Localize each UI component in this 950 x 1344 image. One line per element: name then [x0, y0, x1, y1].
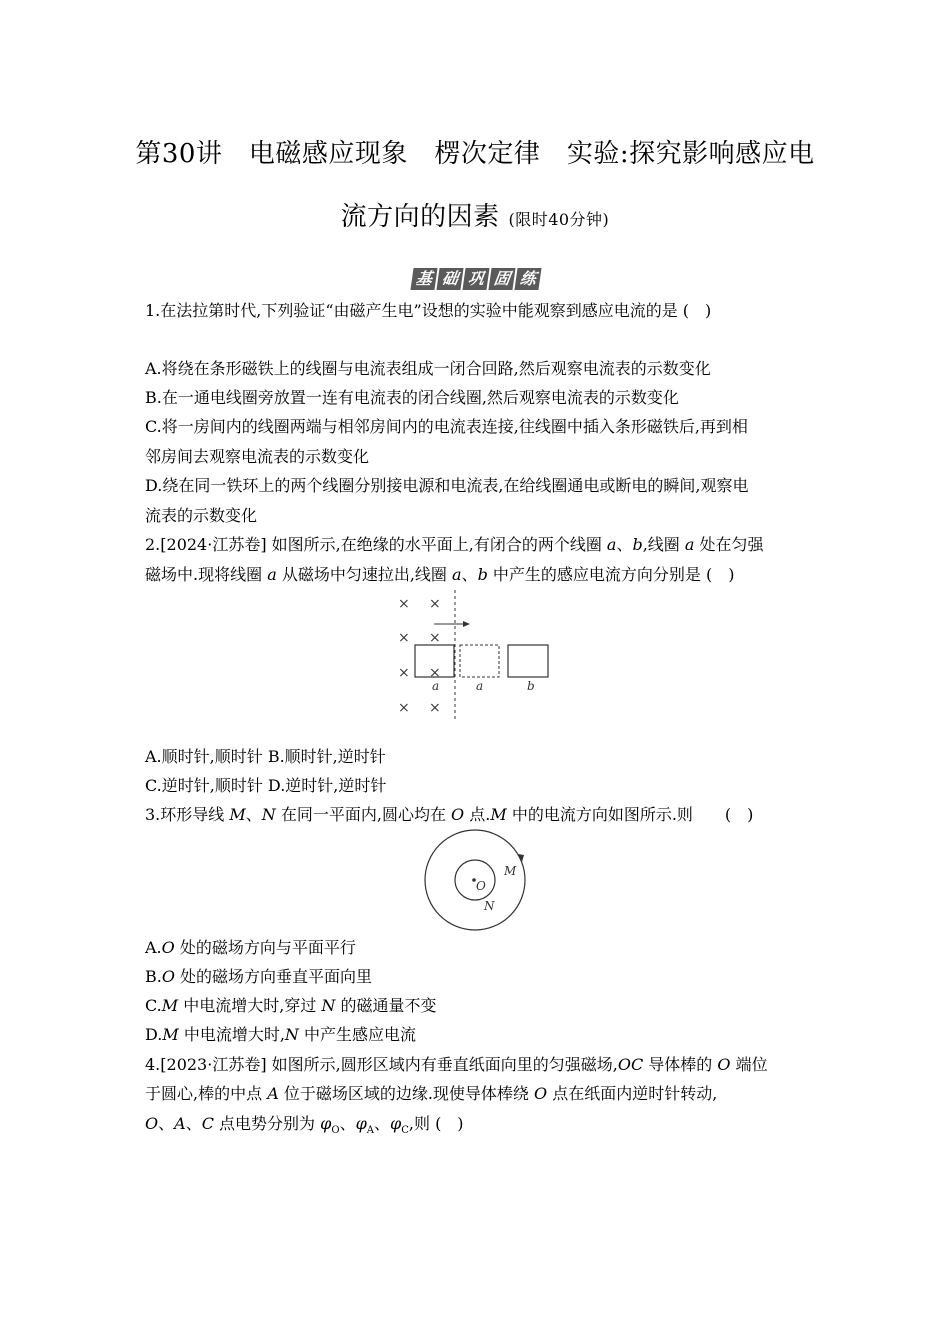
badge-char: 础: [436, 268, 463, 290]
field-cross: ×: [429, 665, 441, 681]
text: C.: [145, 996, 162, 1015]
text: 中电流增大时,: [178, 1025, 285, 1044]
field-cross: ×: [429, 700, 441, 716]
var: φ: [390, 1114, 402, 1133]
text: 点.: [464, 805, 491, 824]
q1-stem: 1.在法拉第时代,下列验证“由磁产生电”设想的实验中能观察到感应电流的是 ( ): [145, 301, 712, 320]
text: 于圆心,棒的中点: [145, 1084, 268, 1103]
text: 端位: [730, 1055, 768, 1074]
text: 从磁场中匀速拉出,线圈: [276, 565, 452, 584]
time-limit: (限时40分钟): [508, 210, 610, 229]
text: 处在匀强: [694, 535, 764, 554]
text: 、: [158, 1114, 175, 1133]
var: a: [606, 535, 617, 554]
text: 、: [616, 535, 633, 554]
text: 中产生的感应电流方向分别是 ( ): [487, 565, 735, 584]
var: φ: [320, 1114, 332, 1133]
text: 导体棒的: [643, 1055, 718, 1074]
text: 、: [245, 805, 262, 824]
var: M: [162, 1025, 179, 1044]
badge-char: 巩: [462, 268, 489, 290]
var: b: [632, 535, 643, 554]
text: 的磁通量不变: [335, 996, 437, 1015]
text: 中产生感应电流: [298, 1025, 417, 1044]
var: N: [261, 805, 276, 824]
field-cross: ×: [398, 630, 410, 646]
var: a: [452, 565, 462, 584]
text: 4.[2023·江苏卷] 如图所示,圆形区域内有垂直纸面向里的匀强磁场,: [145, 1055, 618, 1074]
label-b: b: [527, 679, 535, 693]
label-n: N: [484, 899, 495, 913]
var: O: [145, 1114, 159, 1133]
q3-stem: [145, 805, 753, 825]
text: 、: [185, 1114, 202, 1133]
var: A: [174, 1114, 186, 1133]
field-cross: ×: [398, 700, 410, 716]
text: 磁场中.现将线圈: [145, 565, 268, 584]
page-title-line-1: 第30讲 电磁感应现象 楞次定律 实验:探究影响感应电: [135, 139, 815, 169]
q3-option-c: [145, 996, 437, 1016]
var: A: [267, 1084, 279, 1103]
text: 位于磁场区域的边缘.现使导体棒绕: [278, 1084, 535, 1103]
text: ,则 ( ): [408, 1114, 464, 1133]
subscript: O: [331, 1125, 340, 1137]
text: ,线圈: [642, 535, 685, 554]
field-cross: ×: [398, 665, 410, 681]
badge-char: 练: [514, 268, 541, 290]
coil-b: [508, 645, 548, 677]
label-a: a: [432, 679, 440, 693]
text: A.: [145, 938, 162, 957]
subscript: C: [401, 1125, 409, 1137]
q1-option-c-line1: C.将一房间内的线圈两端与相邻房间内的电流表连接,往线圈中插入条形磁铁后,再到相: [145, 417, 748, 436]
var: a: [267, 565, 277, 584]
text: 处的磁场方向与平面平行: [174, 938, 356, 957]
var: M: [229, 805, 246, 824]
q4-stem-line1: [145, 1055, 768, 1075]
var: OC: [617, 1055, 644, 1074]
field-cross: ×: [429, 596, 441, 612]
var: O: [161, 967, 175, 986]
text: 处的磁场方向垂直平面向里: [174, 967, 373, 986]
var: O: [451, 805, 465, 824]
subscript: A: [366, 1125, 375, 1137]
text: 、: [461, 565, 478, 584]
q3-option-b: [145, 967, 372, 987]
page-title-line-2: [0, 196, 950, 233]
badge-char: 基: [410, 268, 437, 290]
q3-option-d: [145, 1025, 416, 1045]
text: 点在纸面内逆时针转动,: [547, 1084, 718, 1103]
q1-option-d-line1: D.绕在同一铁环上的两个线圈分别接电源和电流表,在给线圈通电或断电的瞬间,观察电: [145, 476, 749, 495]
var: O: [717, 1055, 731, 1074]
text: D.: [145, 1025, 163, 1044]
text: 中电流增大时,穿过: [178, 996, 322, 1015]
label-m: M: [504, 864, 517, 878]
field-cross: ×: [398, 596, 410, 612]
coil-a-moved: [460, 645, 499, 677]
var: φ: [355, 1114, 367, 1133]
page-title-line-2-text: 流方向的因素: [340, 202, 500, 232]
q3-option-a: [145, 938, 356, 958]
var: M: [161, 996, 179, 1015]
var: O: [161, 938, 175, 957]
q2-options-ab: A.顺时针,顺时针 B.顺时针,逆时针: [145, 747, 386, 766]
text: 3.环形导线: [145, 805, 230, 824]
var: a: [684, 535, 695, 554]
badge-char: 固: [488, 268, 515, 290]
q4-stem-line2: [145, 1084, 717, 1104]
var: N: [321, 996, 336, 1015]
q1-option-b: B.在一通电线圈旁放置一连有电流表的闭合线圈,然后观察电流表的示数变化: [145, 388, 679, 407]
field-cross: ×: [429, 630, 441, 646]
section-badge: [412, 268, 540, 290]
label-a: a: [476, 679, 484, 693]
var: N: [284, 1025, 299, 1044]
q2-options-cd: C.逆时针,顺时针 D.逆时针,逆时针: [145, 776, 387, 795]
q1-option-a: A.将绕在条形磁铁上的线圈与电流表组成一闭合回路,然后观察电流表的示数变化: [145, 359, 711, 378]
q4-stem-line3: [145, 1114, 464, 1141]
q2-stem-line2: [145, 565, 734, 585]
var: O: [534, 1084, 548, 1103]
q2-figure: [390, 588, 560, 724]
text: 点电势分别为: [213, 1114, 321, 1133]
var: C: [201, 1114, 214, 1133]
text: B.: [145, 967, 162, 986]
label-o: O: [476, 879, 486, 893]
q3-figure: [420, 828, 532, 932]
q1-option-c-line2: 邻房间去观察电流表的示数变化: [145, 447, 370, 466]
var: M: [490, 805, 507, 824]
var: b: [477, 565, 488, 584]
pull-arrow-head: [463, 621, 470, 627]
text: 中的电流方向如图所示.则 ( ): [506, 805, 754, 824]
q2-stem-line1: [145, 535, 764, 555]
q1-option-d-line2: 流表的示数变化: [145, 506, 258, 525]
text: 2.[2024·江苏卷] 如图所示,在绝缘的水平面上,有闭合的两个线圈: [145, 535, 607, 554]
text: 、: [339, 1114, 356, 1133]
text: 在同一平面内,圆心均在: [275, 805, 452, 824]
text: 、: [374, 1114, 391, 1133]
